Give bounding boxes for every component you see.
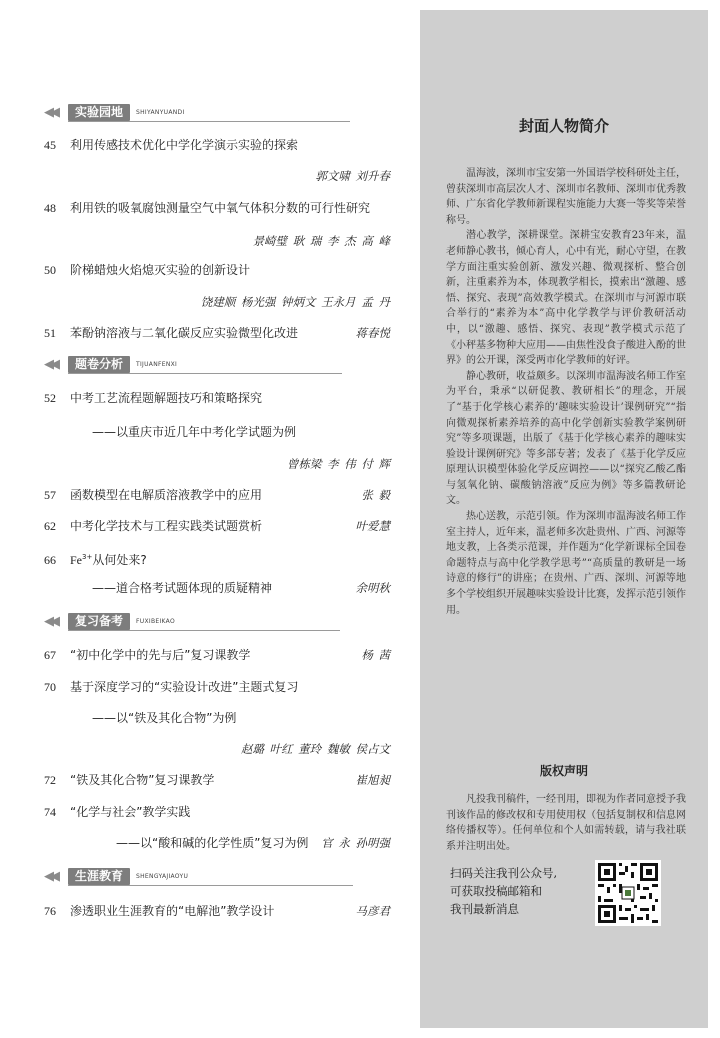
page-number: 70	[44, 680, 56, 694]
section-label: 实验园地	[68, 104, 130, 121]
page-number: 57	[44, 488, 56, 502]
article-title: 渗透职业生涯教育的“电解池”教学设计	[70, 904, 275, 918]
article-title: “初中化学中的先与后”复习课教学	[70, 648, 251, 662]
article-subtitle: ——以重庆市近几年中考化学试题为例	[92, 425, 297, 439]
article-authors: 余明秋	[355, 581, 390, 595]
section-rule	[68, 630, 340, 631]
section-header-career	[44, 868, 188, 884]
article-authors: 马彦君	[355, 904, 390, 918]
section-label: 生涯教育	[68, 868, 130, 885]
article-title: 利用传感技术优化中学化学演示实验的探索	[70, 138, 299, 152]
bio-paragraph: 静心教研，收益颇多。以深圳市温海波名师工作室为平台，秉承“以研促教、教研相长”的理念，开展了“基于化学核心素养的‘趣味实验设计’课例研究”“指向微观探析素养培养的高中化学创新实验教学案例研究”等多项课题，出版了《基于化学核心素养的趣味实验设计课例研究》等多部专著；发表了《基于化学反应原理认识模型体验化学反应调控——以“探究乙酸乙酯与氢氧化钠、碳酸钠溶液”反应为例》等多篇教研论文。	[446, 370, 686, 507]
article-authors: 赵璐 叶红 董玲 魏敏 侯占文	[240, 742, 390, 756]
article-title: “铁及其化合物”复习课教学	[70, 773, 215, 787]
section-rule	[68, 885, 353, 886]
toc-entry[interactable]	[44, 549, 147, 568]
section-rule	[68, 121, 350, 122]
article-title: 函数模型在电解质溶液教学中的应用	[70, 488, 263, 502]
copyright-notice	[446, 792, 686, 854]
toc-entry[interactable]	[44, 679, 298, 695]
page-number: 74	[44, 805, 56, 819]
article-authors: 张 毅	[361, 488, 390, 502]
toc-entry[interactable]	[44, 262, 250, 278]
double-arrow-icon: ◀◀	[44, 356, 56, 372]
section-header-exam-analysis	[44, 356, 177, 372]
formula-fe: Fe	[70, 553, 82, 567]
page-number: 45	[44, 138, 56, 152]
article-title: 阶梯蜡烛火焰熄灭实验的创新设计	[70, 263, 251, 277]
toc-entry[interactable]	[44, 390, 262, 406]
article-title: 中考化学技术与工程实践类试题赏析	[70, 519, 263, 533]
section-label: 复习备考	[68, 613, 130, 630]
panel-title: 封面人物简介	[518, 117, 609, 135]
article-authors: 郭文啸 刘升春	[315, 169, 390, 183]
toc-entry[interactable]	[44, 804, 190, 820]
page-number: 48	[44, 201, 56, 215]
article-title: 苯酚钠溶液与二氧化碳反应实验微型化改进	[70, 326, 299, 340]
toc-entry[interactable]	[44, 200, 370, 216]
article-title: “化学与社会”教学实践	[70, 805, 191, 819]
toc-entry[interactable]	[44, 518, 262, 534]
page-number: 62	[44, 519, 56, 533]
article-title: 中考工艺流程题解题技巧和策略探究	[70, 391, 263, 405]
toc-entry[interactable]	[44, 772, 214, 788]
page-number: 72	[44, 773, 56, 787]
section-label: 题卷分析	[68, 356, 130, 373]
page-number: 76	[44, 904, 56, 918]
article-authors: 叶爱慧	[355, 519, 390, 533]
page-number: 67	[44, 648, 56, 662]
section-pinyin: TIJUANFENXI	[136, 360, 178, 368]
article-authors: 蒋春悦	[355, 326, 390, 340]
copyright-paragraph: 凡投我刊稿件，一经刊用，即视为作者同意授予我刊该作品的修改权和专用使用权（包括复制权和信息网络传播权等）。任何单位和个人如需转载，请与我社联系并注明出处。	[446, 794, 686, 852]
article-subtitle: ——道合格考试题体现的质疑精神	[92, 581, 273, 595]
formula-charge: 3+	[82, 553, 93, 561]
page-number: 52	[44, 391, 56, 405]
article-title: 基于深度学习的“实验设计改进”主题式复习	[70, 680, 299, 694]
cover-profile-panel	[420, 10, 708, 1028]
article-authors: 崔旭昶	[355, 773, 390, 787]
follow-prompt	[450, 864, 590, 918]
toc-entry[interactable]	[44, 647, 250, 663]
follow-line: 我刊最新消息	[450, 902, 519, 916]
page-number: 66	[44, 553, 56, 567]
double-arrow-icon: ◀◀	[44, 613, 56, 629]
section-rule	[68, 373, 342, 374]
section-header-review	[44, 613, 175, 629]
page-number: 51	[44, 326, 56, 340]
qr-code-icon[interactable]	[595, 860, 661, 926]
double-arrow-icon: ◀◀	[44, 104, 56, 120]
section-pinyin: SHENGYAJIAOYU	[136, 872, 189, 880]
article-authors: 饶建顺 杨光强 钟炳文 王永月 孟 丹	[200, 295, 390, 309]
bio-paragraph: 热心送教，示范引领。作为深圳市温海波名师工作室主持人，近年来，温老师多次赴贵州、广西、河源等地支教，上各类示范课，并作题为“化学新课标全国卷命题特点与高中化学教学思考”“高质量的教研是一场诗意的修行”的讲座；在贵州、广西、深圳、河源等地多个学校组织开展趣味实验设计比赛，发挥示范引领作用。	[446, 511, 686, 616]
article-authors: 官 永 孙明强	[321, 836, 390, 850]
follow-line: 扫码关注我刊公众号,	[450, 866, 558, 880]
article-subtitle: ——以“铁及其化合物”为例	[92, 711, 237, 725]
article-subtitle: ——以“酸和碱的化学性质”复习为例	[116, 836, 309, 850]
bio-paragraph: 潜心教学，深耕课堂。深耕宝安教育23年来，温老师静心教书，倾心育人，心中有光，耐心守望，在教学方面注重实验创新、激发兴趣、微观探析、整合创新，注重素养为本，体现教学相长，摸索出“激趣、感悟、探究、表现”高效教学模式。在深圳市与河源市联合举行的“素养为本”高中化学教学与评价教研活动中，以“激趣、感悟、探究、表现”教学模式示范了《小秤基多物种大应用——由焦性没食子酸进入酚的世界》的公开课，深受两市化学教师的好评。	[446, 230, 686, 367]
article-title: 利用铁的吸氧腐蚀测量空气中氧气体积分数的可行性研究	[70, 201, 371, 215]
profile-bio	[446, 166, 686, 618]
follow-line: 可获取投稿邮箱和	[450, 884, 542, 898]
page-number: 50	[44, 263, 56, 277]
double-arrow-icon: ◀◀	[44, 868, 56, 884]
toc-entry[interactable]	[44, 137, 298, 153]
article-authors: 景崎璧 耿 瑞 李 杰 高 峰	[252, 234, 390, 248]
bio-paragraph: 温海波，深圳市宝安第一外国语学校科研处主任，曾获深圳市高层次人才、深圳市名教师、深圳市优秀教师、广东省化学教师新课程实施能力大赛一等奖等荣誉称号。	[446, 168, 686, 226]
section-pinyin: SHIYANYUANDI	[136, 108, 185, 116]
copyright-title: 版权声明	[539, 764, 588, 778]
article-title: 从何处来?	[92, 553, 147, 567]
toc-entry[interactable]	[44, 325, 298, 341]
toc-entry[interactable]	[44, 487, 262, 503]
article-authors: 曾栋梁 李 伟 付 辉	[286, 457, 390, 471]
section-pinyin: FUXIBEIKAO	[136, 617, 175, 625]
article-authors: 杨 茜	[361, 648, 390, 662]
toc-entry[interactable]	[44, 903, 274, 919]
section-header-experiment	[44, 104, 185, 120]
